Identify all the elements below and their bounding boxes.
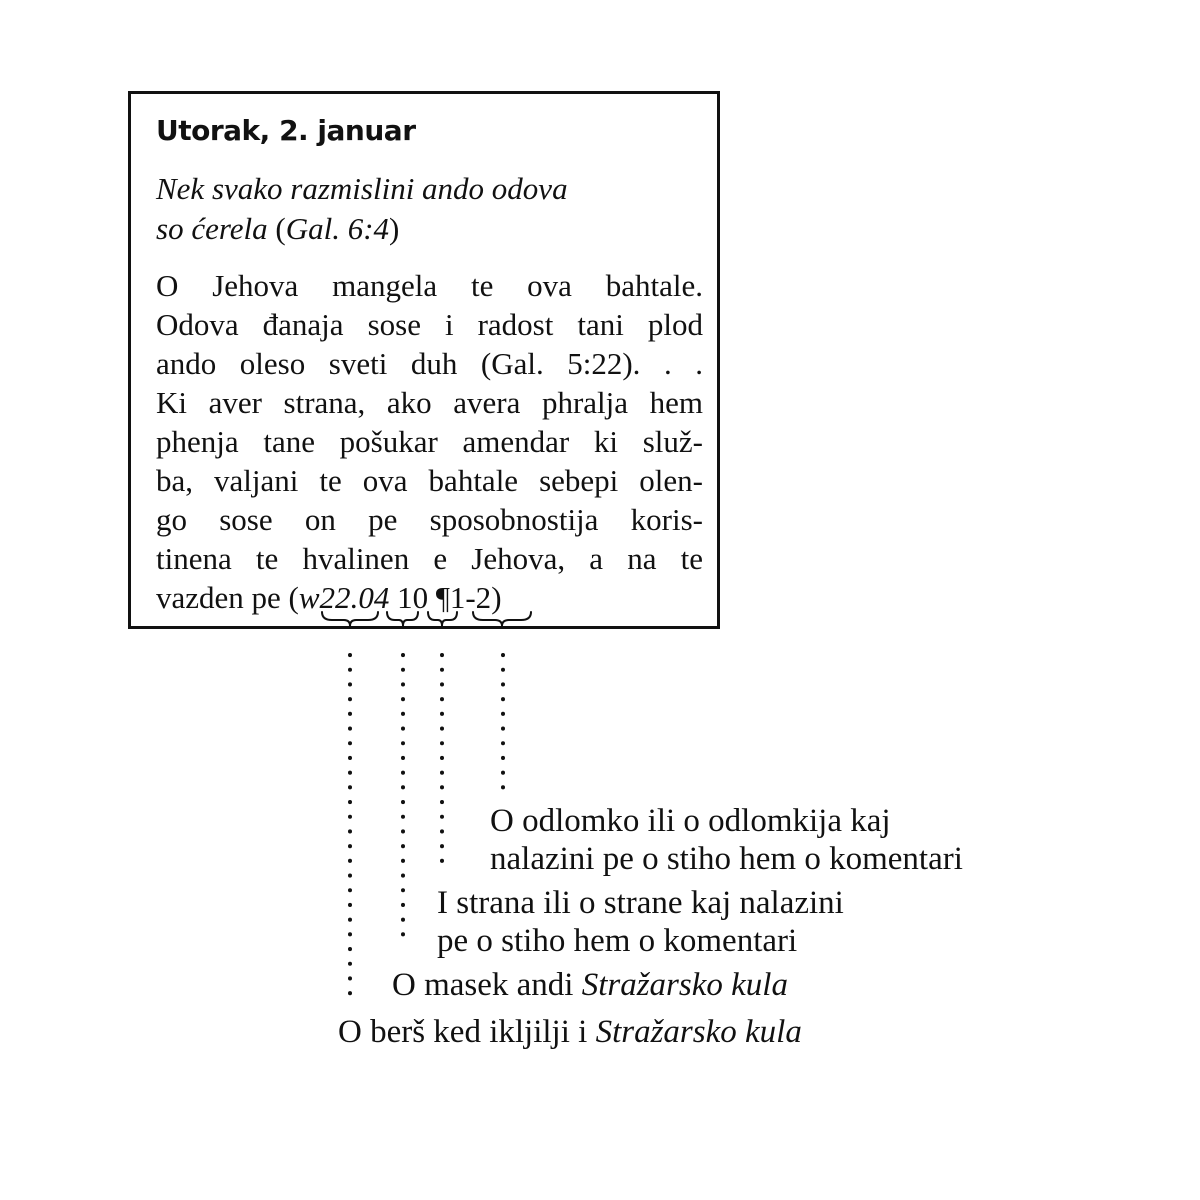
brace-paragraph	[473, 612, 531, 626]
legend-year-magazine: Stražarsko kula	[595, 1014, 802, 1050]
legend-page-line-1: I strana ili o strane kaj nalazini	[437, 885, 844, 921]
verse-line-1: Nek svako razmislini ando odova	[156, 171, 568, 206]
brace-issue	[387, 612, 418, 626]
verse-paren-open: (	[267, 211, 286, 246]
body-line: Odova đanaja sose i radost tani plod	[156, 307, 703, 342]
legend-paragraph-line-2: nalazini pe o stiho hem o komentari	[490, 841, 963, 877]
legend-page-line-2: pe o stiho hem o komentari	[437, 923, 798, 959]
body-line: O Jehova mangela te ova bahtale.	[156, 268, 703, 303]
citation-page: 10	[389, 580, 436, 615]
citation-issue: 04	[358, 580, 390, 615]
brace-year	[322, 612, 378, 626]
legend-issue-prefix: O masek andi	[392, 967, 582, 1003]
verse-reference: Gal. 6:4	[285, 211, 390, 246]
verse-paren-close: )	[389, 211, 400, 246]
citation-dot: .	[350, 580, 359, 615]
body-line: tinena te hvalinen e Jehova, a na te	[156, 541, 703, 576]
body-line: ba, valjani te ova bahtale sebepi olen-	[156, 463, 703, 498]
legend-issue	[392, 966, 788, 1004]
body-line: phenja tane pošukar amendar ki služ-	[156, 424, 703, 459]
citation-publication: w22	[298, 580, 351, 615]
legend-year-prefix: O berš ked ikljilji i	[338, 1014, 596, 1050]
legend-paragraph-line-1: O odlomko ili o odlomkija kaj	[490, 803, 891, 839]
citation-paragraph: ¶1-2	[435, 580, 492, 615]
body-line: Ki aver strana, ako avera phralja hem	[156, 385, 703, 420]
card-date-title: Utorak, 2. januar	[156, 114, 416, 147]
legend-paragraph	[490, 802, 963, 878]
legend-issue-magazine: Stražarsko kula	[581, 967, 788, 1003]
last-line-prefix: vazden pe (	[156, 580, 299, 615]
legend-year	[338, 1013, 802, 1051]
brace-page	[428, 612, 457, 626]
legend-page	[437, 884, 844, 960]
body-line: ando oleso sveti duh (Gal. 5:22). . .	[156, 346, 703, 381]
body-line: go sose on pe sposobnostija koris-	[156, 502, 703, 537]
verse-line-2-text: so ćerela	[156, 211, 268, 246]
citation-close-paren: )	[491, 580, 502, 615]
